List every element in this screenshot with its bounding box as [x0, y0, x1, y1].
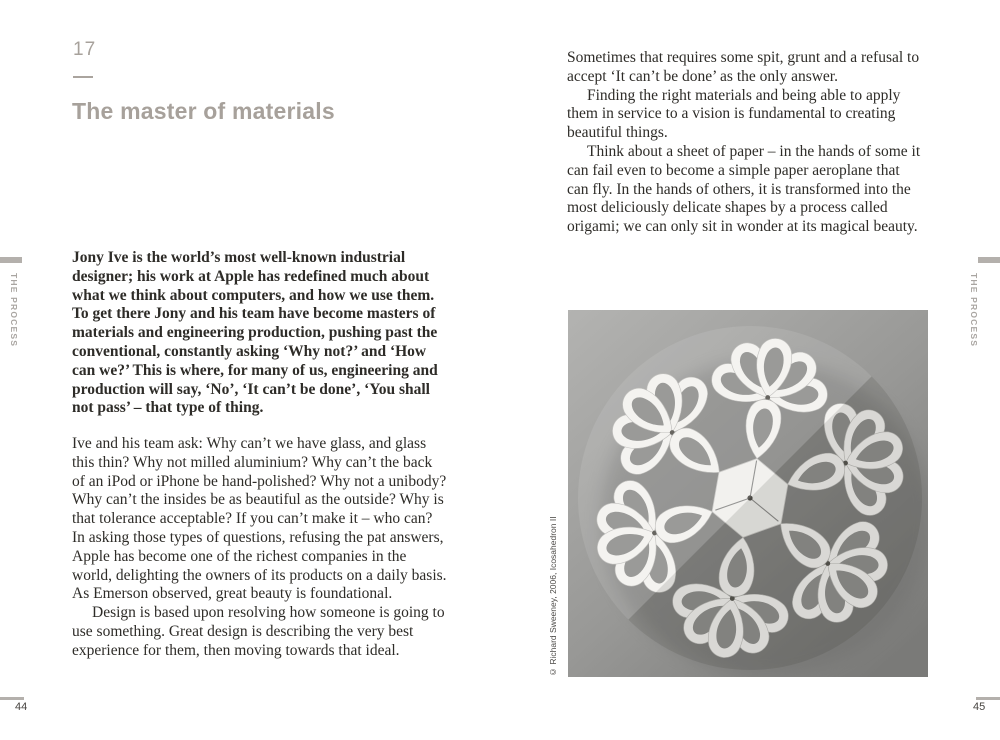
left-page-number: 44	[15, 701, 28, 713]
body-paragraph: Sometimes that requires some spit, grunt and a refusal to accept ‘It can’t be done’ as the only answer.	[567, 49, 920, 85]
left-footer-tick	[0, 697, 24, 700]
body-paragraph: Design is based upon resolving how someone is going to use something. Great design is describing the very best experience for them, then moving towards that ideal.	[72, 604, 445, 659]
photo-caption: © Richard Sweeney, 2006, Icosahedron II	[548, 516, 558, 677]
body-paragraph: Ive and his team ask: Why can’t we have glass, and glass this thin? Why not milled aluminium? Why can’t the back of an iPod or iPhone be hand-polished? Why not a unibody? Why can’t the insides be as beautiful as the outside? Why is that tolerance acceptable? If you can’t make it – who can? In asking those types of questions, refusing the pat answers, Apple has become one of the richest companies in the world, delighting the owners of its products on a daily basis. As Emerson observed, great beauty is foundational.	[72, 435, 447, 603]
right-margin-bar	[978, 257, 1000, 263]
chapter-title: The master of materials	[72, 98, 335, 124]
chapter-number: 17	[73, 39, 97, 60]
right-body-text	[567, 49, 923, 237]
body-paragraph: Finding the right materials and being able to apply them in service to a vision is fundamental to creating beautiful things.	[567, 86, 901, 142]
right-section-label: THE PROCESS	[969, 273, 979, 348]
chapter-number-rule	[73, 76, 93, 78]
left-margin-bar	[0, 257, 22, 263]
lead-paragraph: Jony Ive is the world’s most well-known industrial designer; his work at Apple has redefined much about what we think about computers, and how we use them. To get there Jony and his team have become masters of materials and engineering production, pushing past the conventional, constantly asking ‘Why not?’ and ‘How can we?’ This is where, for many of us, engineering and production will say, ‘No’, ‘It can’t be done’, ‘You shall not pass’ – that type of thing.	[72, 249, 438, 417]
paper-sculpture-image	[568, 310, 928, 677]
body-paragraph: Think about a sheet of paper – in the hands of some it can fail even to become a simple paper aeroplane that can fly. In the hands of others, it is transformed into the most deliciously delicate shapes by a process called origami; we can only sit in wonder at its magical beauty.	[567, 142, 921, 236]
right-footer-tick	[976, 697, 1000, 700]
left-section-label: THE PROCESS	[9, 273, 19, 348]
left-body-text	[72, 435, 448, 661]
right-page-number: 45	[973, 701, 986, 713]
paper-sculpture-photo	[568, 310, 928, 677]
